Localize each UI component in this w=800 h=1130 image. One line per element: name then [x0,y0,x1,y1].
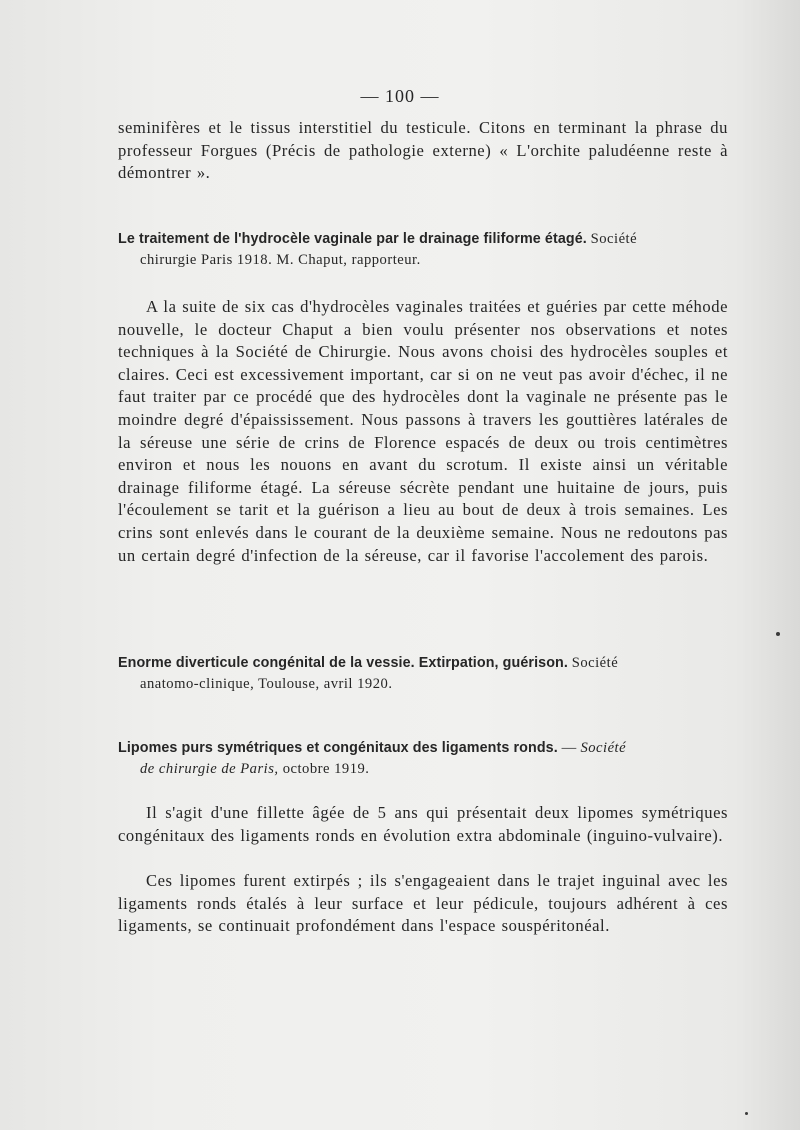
speck-mark [776,632,780,636]
article-title: Le traitement de l'hydrocèle vaginale par le drainage filiforme étagé. [118,231,587,247]
article-dash: — [561,740,577,756]
paragraph-testicule: seminifères et le tissus interstitiel du testicule. Citons en terminant la phrase du professeur Forgues (Précis de pathologie externe) « L'orchite paludéenne reste à démontrer ». [118,118,728,183]
paragraph-fillette: Il s'agit d'une fillette âgée de 5 ans qui présentait deux lipomes symétriques congénitaux des ligaments ronds en évolution extra abdominale (inguino-vulvaire). [118,803,728,845]
article-title: Enorme diverticule congénital de la vessie. Extirpation, guérison. [118,655,568,671]
article-source: Société [590,231,638,247]
article-heading-lipomes [118,738,728,779]
article-heading-hydrocele [118,229,728,270]
paragraph-extirpation: Ces lipomes furent extirpés ; ils s'engageaient dans le trajet inguinal avec les ligaments ronds étalés à leur surface et leur pédicule, toujours adhérent à ces ligaments, se continuait profondément dans l'espace souspéritonéal. [118,871,728,936]
article-title: Lipomes purs symétriques et congénitaux des ligaments ronds. [118,740,558,756]
article-heading-diverticule [118,653,728,694]
article-source-date: octobre 1919. [282,760,370,777]
article-source: Société [571,655,619,671]
article-source-continued: anatomo-clinique, Toulouse, avril 1920. [140,675,393,692]
article-source: Société [580,740,627,756]
article-source-continued [118,759,728,780]
article-source-italic: de chirurgie de Paris, [140,760,279,777]
article-source-continued: chirurgie Paris 1918. M. Chaput, rapporteur. [140,251,421,268]
speck-mark [745,1112,748,1115]
paragraph-drainage: A la suite de six cas d'hydrocèles vaginales traitées et guéries par cette méhode nouvelle, le docteur Chaput a bien voulu présenter nos observations et notes techniques à la Société de Chirurgie. Nous avons choisi des hydrocèles souples et claires. Ceci est excessivement important, car si on ne veut pas avoir d'échec, il ne faut traiter par ce procédé que des hydrocèles dont la vaginale ne présente pas le moindre degré d'épaississement. Nous passons à travers les gouttières latérales de la séreuse une série de crins de Florence espacés de deux ou trois centimètres environ et nous les nouons en avant du scrotum. Il existe ainsi un véritable drainage filiforme étagé. La séreuse sécrète pendant une huitaine de jours, puis l'écoulement se tarit et la guérison a lieu au bout de deux à trois semaines. Les crins sont enlevés dans le courant de la deuxième semaine. Nous ne redoutons pas un certain degré d'infection de la séreuse, car il favorise l'accolement des parois. [118,297,728,565]
page-number: — 100 — [360,86,440,106]
